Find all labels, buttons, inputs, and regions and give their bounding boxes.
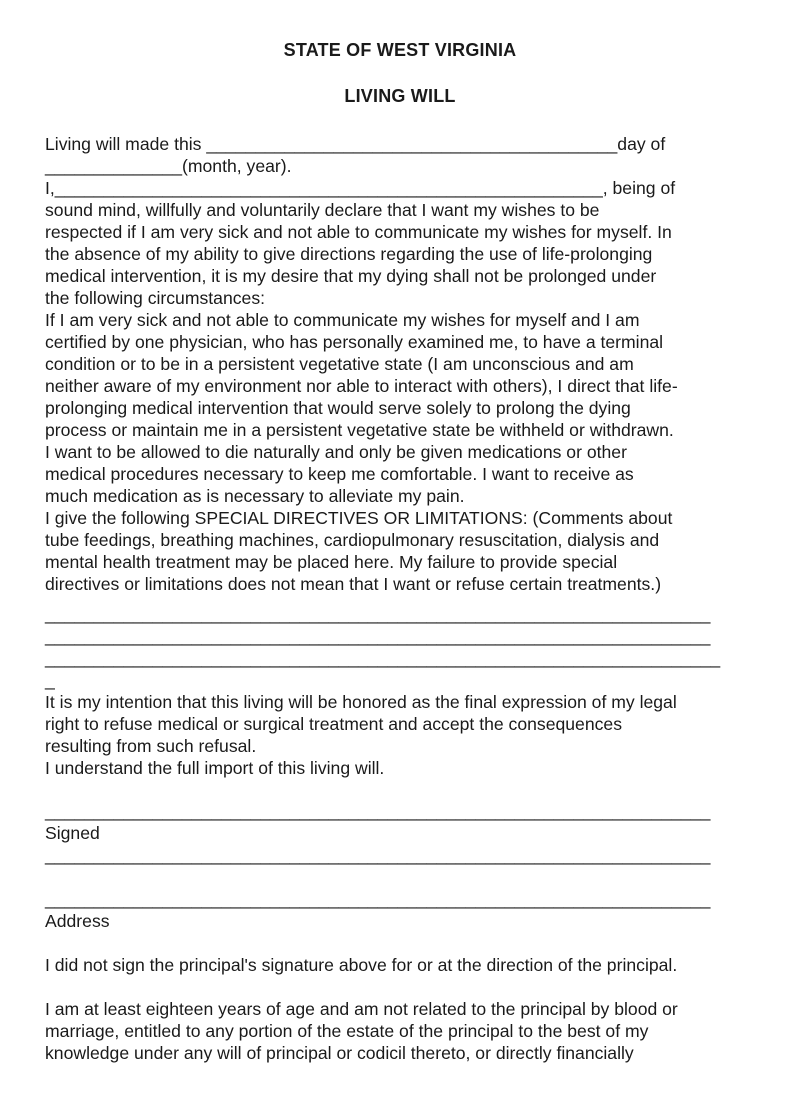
document-body [45, 133, 760, 1064]
text-line: much medication as is necessary to alleviate my pain. [45, 486, 465, 506]
text-line: directives or limitations does not mean that I want or refuse certain treatments.) [45, 574, 662, 594]
declaration-paragraph [45, 133, 760, 595]
text-line: ____________________________________________________________________ [45, 604, 711, 624]
text-line: medical intervention, it is my desire that my dying shall not be prolonged under [45, 266, 657, 286]
text-line: certified by one physician, who has personally examined me, to have a terminal [45, 332, 664, 352]
text-line: tube feedings, breathing machines, cardiopulmonary resuscitation, dialysis and [45, 530, 660, 550]
state-title: STATE OF WEST VIRGINIA [283, 40, 517, 60]
text-line: _____________________________________________________________________ [45, 648, 721, 668]
text-line: I am at least eighteen years of age and am not related to the principal by blood or [45, 999, 678, 1019]
text-line: _ [45, 670, 55, 690]
text-line: process or maintain me in a persistent vegetative state be withheld or withdrawn. [45, 420, 674, 440]
text-line: condition or to be in a persistent vegetative state (I am unconscious and am [45, 354, 634, 374]
signature-section [45, 800, 760, 932]
text-line: the following circumstances: [45, 288, 266, 308]
blank-space [45, 866, 760, 888]
text-line: I did not sign the principal's signature above for or at the direction of the principal. [45, 955, 678, 975]
text-line: I want to be allowed to die naturally and only be given medications or other [45, 442, 627, 462]
address-label: Address [45, 911, 110, 931]
text-line: ____________________________________________________________________ [45, 626, 711, 646]
text-line: sound mind, willfully and voluntarily declare that I want my wishes to be [45, 200, 600, 220]
text-line: resulting from such refusal. [45, 736, 257, 756]
text-line: If I am very sick and not able to communicate my wishes for myself and I am [45, 310, 640, 330]
text-line: the absence of my ability to give directions regarding the use of life-prolonging [45, 244, 653, 264]
text-line: ______________(month, year). [45, 156, 292, 176]
text-line: I,________________________________________________________, being of [45, 178, 676, 198]
witness-statement-paragraph-1 [45, 954, 760, 976]
signed-signature-rule: ____________________________________________________________________ [45, 801, 711, 821]
text-line: right to refuse medical or surgical treatment and accept the consequences [45, 714, 623, 734]
text-line: marriage, entitled to any portion of the estate of the principal to the best of my [45, 1021, 649, 1041]
text-line: medical procedures necessary to keep me comfortable. I want to receive as [45, 464, 634, 484]
text-line: respected if I am very sick and not able to communicate my wishes for myself. In [45, 222, 672, 242]
form-title: LIVING WILL [344, 86, 456, 106]
text-line: prolonging medical intervention that would serve solely to prolong the dying [45, 398, 631, 418]
text-line: It is my intention that this living will be honored as the final expression of my legal [45, 692, 677, 712]
witness-statement-paragraph-2 [45, 998, 760, 1064]
address-rule: ____________________________________________________________________ [45, 889, 711, 909]
text-line: mental health treatment may be placed here. My failure to provide special [45, 552, 618, 572]
text-line: I give the following SPECIAL DIRECTIVES OR LIMITATIONS: (Comments about [45, 508, 673, 528]
signed-label: Signed [45, 823, 100, 843]
text-line: I understand the full import of this living will. [45, 758, 385, 778]
witness-signature-rule: ____________________________________________________________________ [45, 845, 711, 865]
text-line: neither aware of my environment nor able to interact with others), I direct that life- [45, 376, 678, 396]
special-directives-blank-lines [45, 603, 760, 691]
text-line: knowledge under any will of principal or codicil thereto, or directly financially [45, 1043, 634, 1063]
intention-paragraph [45, 691, 760, 779]
text-line: Living will made this __________________________________________day of [45, 134, 666, 154]
